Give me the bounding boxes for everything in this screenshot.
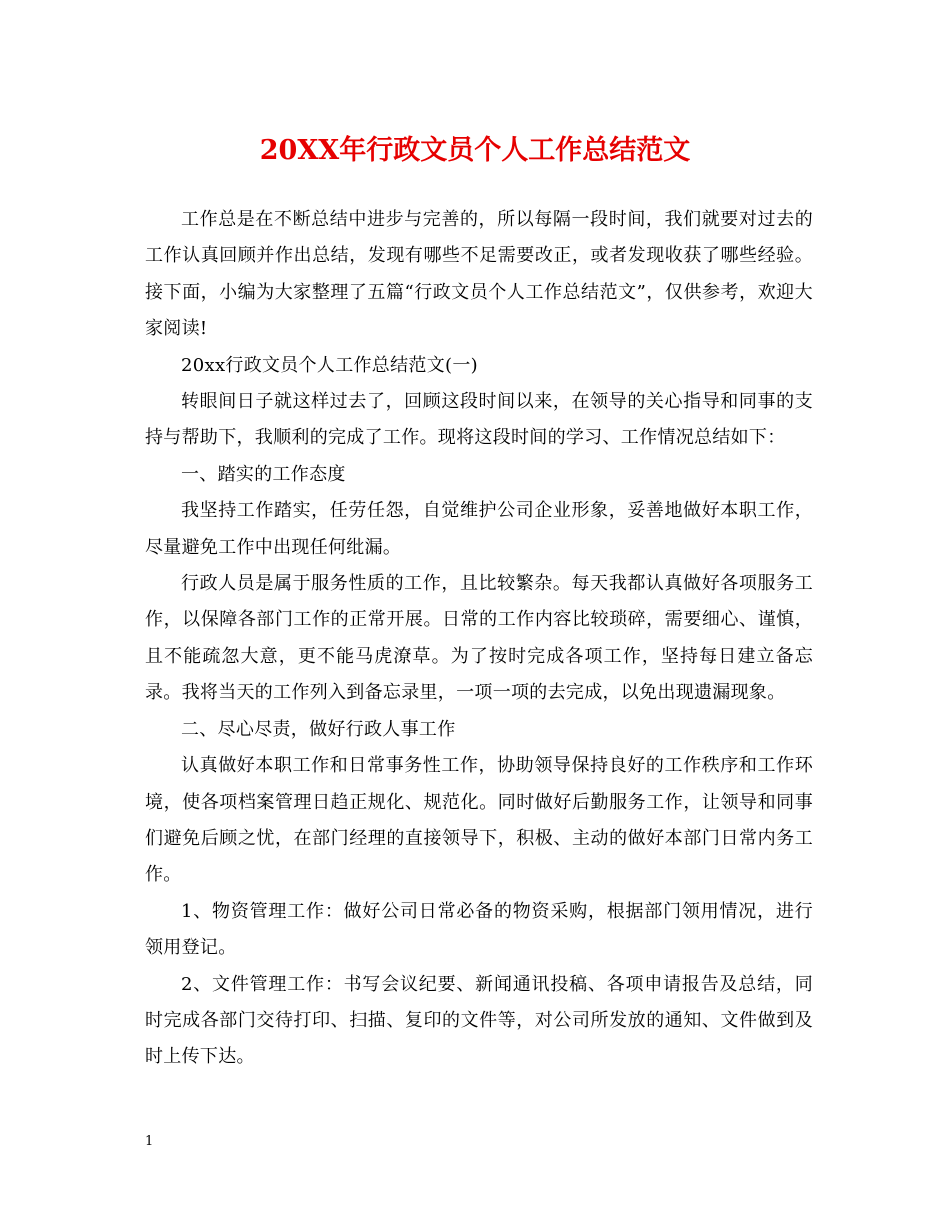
page-number: 1 xyxy=(145,1134,154,1149)
subheading-work-attitude: 一、踏实的工作态度 xyxy=(181,463,346,485)
body-paragraph: 认真做好本职工作和日常事务性工作，协助领导保持良好的工作秩序和工作环境，使各项档案管理日趋正规化、规范化。同时做好后勤服务工作，让领导和同事们避免后顾之忧，在部门经理的直接领导下，积极、主动的做好本部门日常内务工作。 xyxy=(145,755,813,886)
list-item-documents: 2、文件管理工作：书写会议纪要、新闻通讯投稿、各项申请报告及总结，同时完成各部门交待打印、扫描、复印的文件等，对公司所发放的通知、文件做到及时上传下达。 xyxy=(145,973,813,1068)
document-title: 20XX年行政文员个人工作总结范文 xyxy=(259,135,691,166)
body-paragraph: 转眼间日子就这样过去了，回顾这段时间以来，在领导的关心指导和同事的支持与帮助下，我顺利的完成了工作。现将这段时间的学习、工作情况总结如下： xyxy=(145,391,813,449)
body-paragraph: 我坚持工作踏实，任劳任怨，自觉维护公司企业形象，妥善地做好本职工作，尽量避免工作中出现任何纰漏。 xyxy=(145,500,813,558)
subheading-hr-work: 二、尽心尽责，做好行政人事工作 xyxy=(181,718,456,740)
list-item-materials: 1、物资管理工作：做好公司日常必备的物资采购，根据部门领用情况，进行领用登记。 xyxy=(145,900,813,959)
body-paragraph: 行政人员是属于服务性质的工作，且比较繁杂。每天我都认真做好各项服务工作，以保障各部门工作的正常开展。日常的工作内容比较琐碎，需要细心、谨慎，且不能疏忽大意，更不能马虎潦草。为了按时完成各项工作，坚持每日建立备忘录。我将当天的工作列入到备忘录里，一项一项的去完成，以免出现遗漏现象。 xyxy=(145,573,813,704)
document-body xyxy=(145,202,813,1076)
section-title-one: 20xx行政文员个人工作总结范文(一) xyxy=(181,354,478,376)
intro-paragraph: 工作总是在不断总结中进步与完善的，所以每隔一段时间，我们就要对过去的工作认真回顾并作出总结，发现有哪些不足需要改正，或者发现收获了哪些经验。接下面，小编为大家整理了五篇“行政文员个人工作总结范文”，仅供参考，欢迎大家阅读! xyxy=(145,209,813,340)
